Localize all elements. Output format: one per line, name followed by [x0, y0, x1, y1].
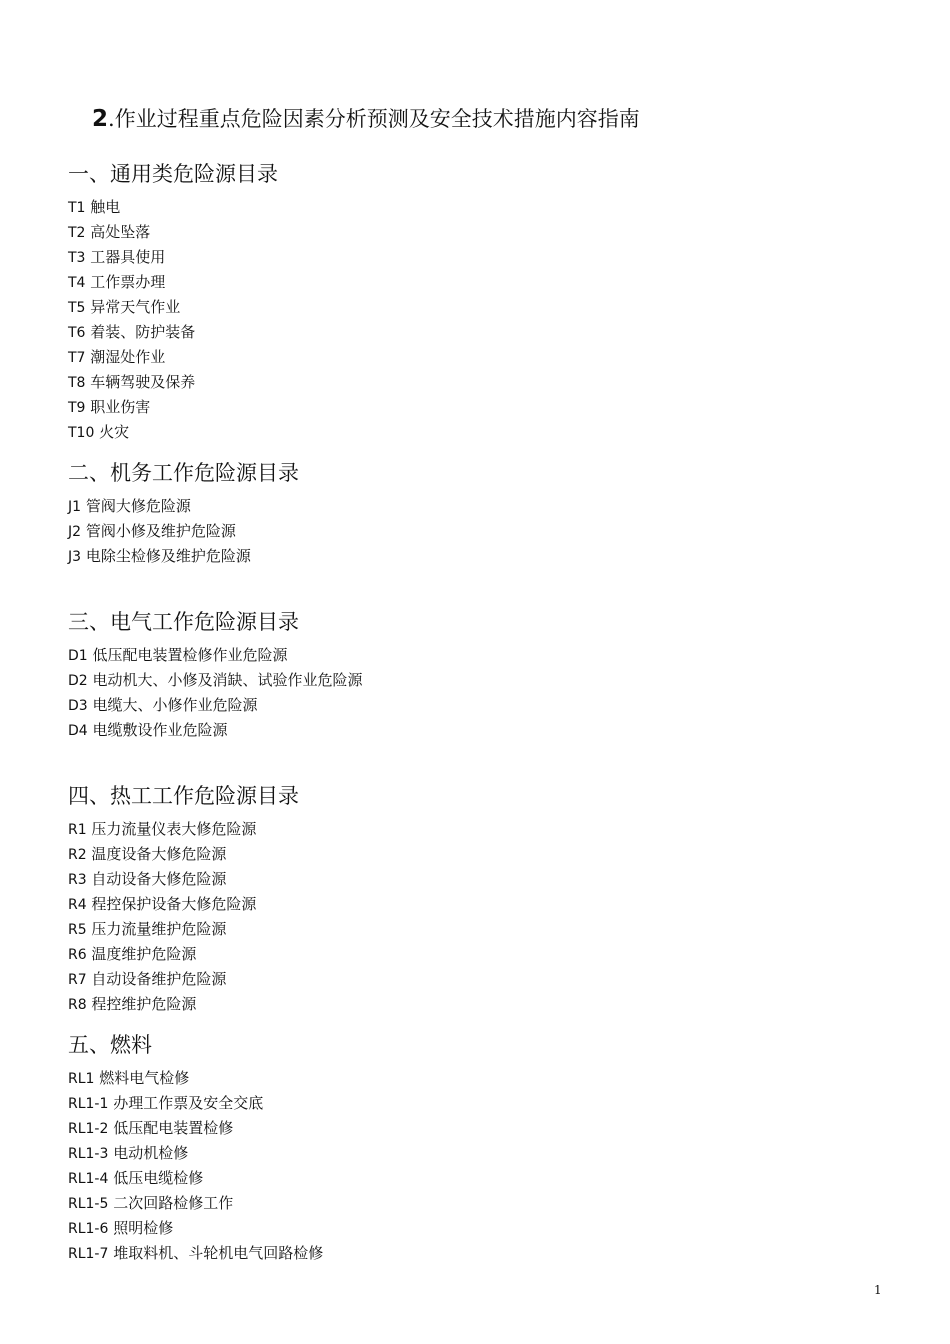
page-number: 1 [874, 1283, 882, 1297]
list-item [68, 668, 362, 693]
section-thermal [68, 781, 299, 1017]
item-code: J3 [68, 549, 82, 565]
list-item [68, 693, 362, 718]
item-text: 电除尘检修及维护危险源 [85, 547, 251, 565]
hazard-list [68, 494, 299, 569]
item-code: D3 [68, 698, 88, 714]
item-code: T7 [68, 350, 86, 366]
item-text: 自动设备大修危险源 [91, 870, 227, 888]
list-item [68, 1216, 323, 1241]
hazard-list [68, 1066, 323, 1266]
title-text: .作业过程重点危险因素分析预测及安全技术措施内容指南 [108, 107, 640, 131]
section-heading: 一、通用类危险源目录 [68, 162, 278, 186]
item-text: 触电 [90, 198, 121, 216]
list-item [68, 345, 278, 370]
item-text: 电动机大、小修及消缺、试验作业危险源 [92, 671, 363, 689]
list-item [68, 1141, 323, 1166]
item-code: D1 [68, 648, 88, 664]
item-code: T6 [68, 325, 86, 341]
item-text: 车辆驾驶及保养 [90, 373, 196, 391]
item-text: 潮湿处作业 [90, 348, 166, 366]
item-text: 办理工作票及安全交底 [113, 1094, 264, 1112]
list-item [68, 1091, 323, 1116]
item-text: 职业伤害 [90, 398, 151, 416]
section-mechanical [68, 458, 299, 569]
list-item [68, 867, 299, 892]
list-item [68, 245, 278, 270]
item-code: RL1-3 [68, 1146, 109, 1162]
item-text: 管阀小修及维护危险源 [85, 522, 236, 540]
item-text: 二次回路检修工作 [113, 1194, 234, 1212]
hazard-list [68, 817, 299, 1017]
item-text: 压力流量仪表大修危险源 [91, 820, 257, 838]
list-item [68, 494, 299, 519]
list-item [68, 1241, 323, 1266]
item-text: 自动设备维护危险源 [91, 970, 227, 988]
item-text: 程控保护设备大修危险源 [91, 895, 257, 913]
section-electrical [68, 607, 362, 743]
list-item [68, 270, 278, 295]
item-text: 电缆敷设作业危险源 [92, 721, 228, 739]
list-item [68, 892, 299, 917]
item-code: R4 [68, 897, 87, 913]
item-text: 火灾 [99, 423, 130, 441]
item-code: D4 [68, 723, 88, 739]
list-item [68, 519, 299, 544]
list-item [68, 1116, 323, 1141]
item-text: 电动机检修 [113, 1144, 189, 1162]
list-item [68, 544, 299, 569]
section-heading: 三、电气工作危险源目录 [68, 610, 299, 634]
item-code: R1 [68, 822, 87, 838]
list-item [68, 643, 362, 668]
item-text: 异常天气作业 [90, 298, 181, 316]
item-code: RL1-4 [68, 1171, 109, 1187]
item-code: R2 [68, 847, 87, 863]
section-heading: 五、燃料 [68, 1033, 152, 1057]
list-item [68, 842, 299, 867]
item-text: 低压电缆检修 [113, 1169, 204, 1187]
item-text: 工作票办理 [90, 273, 166, 291]
item-code: T9 [68, 400, 86, 416]
list-item [68, 195, 278, 220]
list-item [68, 420, 278, 445]
list-item [68, 220, 278, 245]
list-item [68, 1166, 323, 1191]
item-code: T2 [68, 225, 86, 241]
section-fuel [68, 1030, 323, 1266]
list-item [68, 1066, 323, 1091]
item-text: 低压配电装置检修作业危险源 [92, 646, 288, 664]
item-code: R8 [68, 997, 87, 1013]
item-code: D2 [68, 673, 88, 689]
item-code: T10 [68, 425, 95, 441]
item-text: 着装、防护装备 [90, 323, 196, 341]
hazard-list [68, 643, 362, 743]
item-code: T1 [68, 200, 86, 216]
list-item [68, 942, 299, 967]
list-item [68, 817, 299, 842]
item-code: T3 [68, 250, 86, 266]
item-code: R7 [68, 972, 87, 988]
item-text: 堆取料机、斗轮机电气回路检修 [113, 1244, 324, 1262]
item-text: 照明检修 [113, 1219, 174, 1237]
item-text: 工器具使用 [90, 248, 166, 266]
list-item [68, 395, 278, 420]
list-item [68, 992, 299, 1017]
item-code: RL1 [68, 1071, 95, 1087]
item-code: T8 [68, 375, 86, 391]
section-heading: 二、机务工作危险源目录 [68, 461, 299, 485]
list-item [68, 718, 362, 743]
item-code: R6 [68, 947, 87, 963]
item-text: 高处坠落 [90, 223, 151, 241]
item-code: J2 [68, 524, 82, 540]
item-text: 程控维护危险源 [91, 995, 197, 1013]
item-text: 温度设备大修危险源 [91, 845, 227, 863]
item-text: 压力流量维护危险源 [91, 920, 227, 938]
item-code: T5 [68, 300, 86, 316]
document-title [92, 104, 640, 134]
section-heading: 四、热工工作危险源目录 [68, 784, 299, 808]
item-text: 温度维护危险源 [91, 945, 197, 963]
item-code: RL1-6 [68, 1221, 109, 1237]
item-code: RL1-1 [68, 1096, 109, 1112]
item-code: RL1-7 [68, 1246, 109, 1262]
item-code: R5 [68, 922, 87, 938]
list-item [68, 370, 278, 395]
item-code: RL1-2 [68, 1121, 109, 1137]
item-code: RL1-5 [68, 1196, 109, 1212]
item-text: 燃料电气检修 [99, 1069, 190, 1087]
list-item [68, 967, 299, 992]
list-item [68, 917, 299, 942]
item-text: 管阀大修危险源 [85, 497, 191, 515]
list-item [68, 295, 278, 320]
list-item [68, 320, 278, 345]
list-item [68, 1191, 323, 1216]
hazard-list [68, 195, 278, 445]
item-code: T4 [68, 275, 86, 291]
item-code: J1 [68, 499, 82, 515]
item-text: 电缆大、小修作业危险源 [92, 696, 258, 714]
title-number: 2 [92, 106, 109, 132]
item-code: R3 [68, 872, 87, 888]
section-general [68, 159, 278, 445]
item-text: 低压配电装置检修 [113, 1119, 234, 1137]
